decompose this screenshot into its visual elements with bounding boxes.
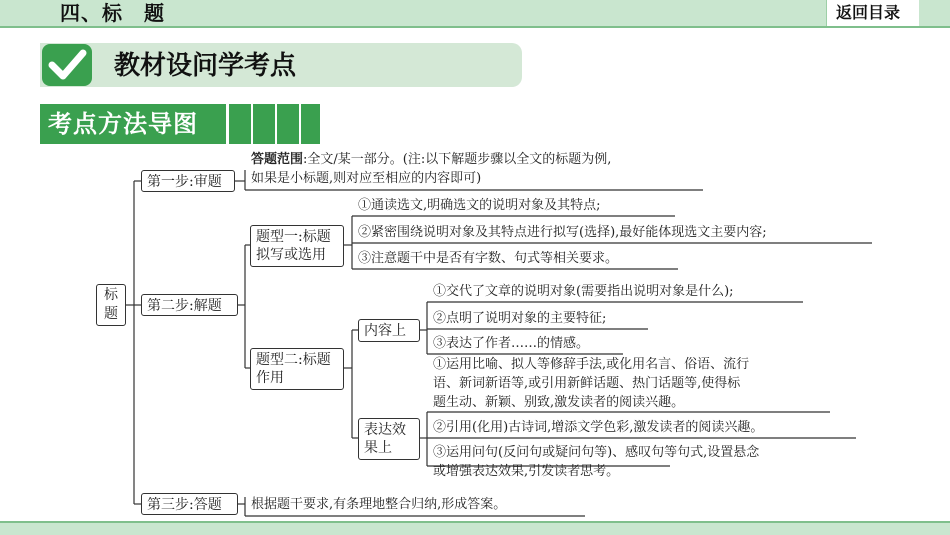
method-map-label-text: 考点方法导图 (48, 110, 198, 138)
expression-item1-line: 语、新词新语等,或引用新鲜话题、热门话题等,使得标 (433, 376, 741, 391)
step1-text-line2: 如果是小标题,则对应至相应的内容即可) (251, 171, 482, 186)
root-node-label: 标题 (104, 287, 118, 322)
type1-label-line2: 拟写或选用 (256, 247, 326, 263)
bottom-bar (0, 523, 950, 535)
type1-item: ②紧密围绕说明对象及其特点进行拟写(选择),最好能体现选文主要内容; (358, 225, 767, 240)
type2-label-line2: 作用 (256, 370, 284, 386)
content-item: ①交代了文章的说明对象(需要指出说明对象是什么); (433, 284, 734, 299)
type1-node (250, 225, 344, 267)
content-node (358, 319, 420, 342)
section-title: 四、标 题 (60, 1, 165, 25)
expression-item1-line: ①运用比喻、拟人等修辞手法,或化用名言、俗语、流行 (433, 357, 750, 372)
expression-item3-line: ③运用问句(反问句或疑问句等)、感叹句等句式,设置悬念 (433, 445, 760, 460)
banner-title: 教材设问学考点 (114, 51, 297, 81)
expression-item2: ②引用(化用)古诗词,增添文学色彩,激发读者的阅读兴趣。 (433, 420, 764, 435)
content-label: 内容上 (364, 323, 406, 339)
return-button-label[interactable]: 返回目录 (836, 3, 901, 22)
step2-label: 第二步:解题 (147, 298, 222, 314)
type1-item: ①通读选文,明确选文的说明对象及其特点; (358, 198, 601, 213)
type2-label-line1: 题型二:标题 (256, 352, 331, 368)
step1-text-line1 (251, 150, 611, 169)
root-node (96, 284, 126, 326)
type2-node (250, 348, 344, 390)
answer-scope-text: :全文/某一部分。(注:以下解题步骤以全文的标题为例, (303, 152, 612, 167)
step3-label: 第三步:答题 (147, 497, 222, 513)
answer-scope-key: 答题范围 (251, 152, 304, 167)
content-item: ③表达了作者……的情感。 (433, 336, 590, 351)
expression-label-line1: 表达效 (364, 422, 406, 438)
expression-item1-line: 题生动、新颖、别致,激发读者的阅读兴趣。 (433, 395, 685, 410)
step1-label: 第一步:审题 (147, 174, 222, 190)
type1-label-line1: 题型一:标题 (256, 229, 331, 245)
step1-node (141, 170, 235, 192)
content-item: ②点明了说明对象的主要特征; (433, 311, 607, 326)
expression-item3-line: 或增强表达效果,引发读者思考。 (433, 464, 620, 479)
step3-node (141, 493, 238, 515)
expression-node (358, 418, 420, 460)
step2-node (141, 294, 238, 316)
step3-text: 根据题干要求,有条理地整合归纳,形成答案。 (251, 497, 507, 512)
type1-item: ③注意题干中是否有字数、句式等相关要求。 (358, 251, 619, 266)
expression-label-line2: 果上 (364, 440, 392, 456)
